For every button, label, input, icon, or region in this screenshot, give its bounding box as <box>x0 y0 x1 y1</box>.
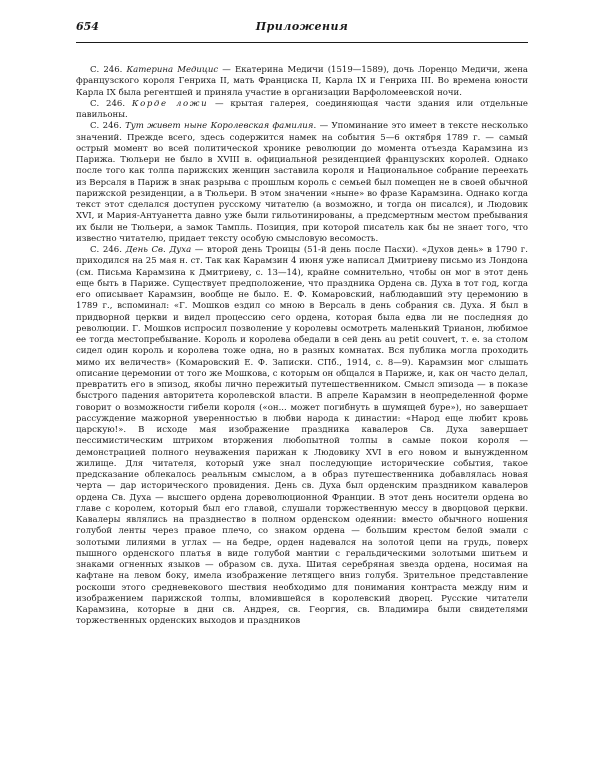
commentary-paragraph: С. 246. Тут живет ныне Королевская фамилия. — Упоминание это имеет в тексте несколько значений. Прежде всего, здесь содержится намек на события 5—6 октября 1789 г. — самый острый момент во всей политической хронике революции до момента отъезда Карамзина из Парижа. Тюльери не было в XVIII в. официальной резиденцией французских королей. Однако после того как толпа парижских женщин заставила короля и Национальное собрание переехать из Версаля в Париж в знак разрыва с прошлым король с семьей был помещен не в своей обычной парижской резиденции, а в Тюльери. В этом значении «ныне» во фразе Карамзина. Однако когда текст этот сделался доступен русскому читателю (а возможно, и тогда он писался), и Людовик XVI, и Мария-Антуанетта давно уже были гильотинированы, а предсмертным местом пребывания их были не Тюльери, а замок Тампль. Позиция, при которой писатель как бы не знает того, что известно читателю, придает тексту особую смысловую весомость. <box>76 121 528 244</box>
commentary-paragraph: С. 246. День Св. Духа — второй день Троицы (51-й день после Пасхи). «Духов день» в 1790 г. приходился на 25 мая н. ст. Так как Карамзин 4 июня уже написал Дмитриеву письмо из Лондона (см. Письма Карамзина к Дмитриеву, с. 13—14), крайне сомнительно, чтобы он мог в этот день еще быть в Париже. Существует предположение, что праздника Ордена св. Духа в тот год, когда его описывает Карамзин, вообще не было. Е. Ф. Комаровский, наблюдавший эту церемонию в 1789 г., вспоминал: «Г. Мошков ездил со мною в Версаль в день собрания св. Духа. Я был в придворной церкви и видел процессию сего ордена, которая была едва ли не последняя до революции. Г. Мошков испросил позволение у королевы осмотреть маленький Трианон, любимое ее тогда местопребывание. Король и королева обедали в сей день au petit couvert, т. е. за столом сидел один король и королева тоже одна, но в разных комнатах. Вся публика могла проходить мимо их величеств» (Комаровский Е. Ф. Записки. СПб., 1914, с. 8—9). Карамзин мог слышать описание церемонии от того же Мошкова, с которым он общался в Париже, и, как он часто делал, превратить его в эпизод, якобы лично пережитый путешественником. Смысл эпизода — в показе быстрого падения авторитета королевской власти. В апреле Карамзин в неопределенной форме говорит о возможности гибели короля («он... может погибнуть в шумящей буре»), но завершает рассуждение мажорной уверенностью в любви народа к династии: «Народ еще любит кровь царскую!». В исходе мая изображение праздника кавалеров Св. Духа завершает пессимистическим штрихом вторжения любопытной толпы в самые покои короля — демонстрацией полного неуважения парижан к Людовику XVI в его новом и вынужденном жилище. Для читателя, который уже знал последующие исторические события, такое предсказание облекалось реальным смыслом, а в образ путешественника добавлялась новая черта — дар исторического провидения. День св. Духа был орденским праздником кавалеров ордена Св. Духа — высшего ордена дореволюционной Франции. В этот день носители ордена во главе с королем, который был его главой, слушали торжественную мессу в дворцовой церкви. Кавалеры являлись на празднество в полном орденском одеянии: вместо обычного ношения голубой ленты через правое плечо, со знаком ордена — большим крестом белой эмали с золотыми лилиями в углах — на бедре, орден надевался на золотой цепи на грудь, поверх пышного орденского платья в виде голубой мантии с геральдическими золотыми шитьем и знаками огненных языков — образом св. духа. Шитая серебряная звезда ордена, носимая на кафтане на левом боку, имела изображение летящего вниз голубя. Зрительное представление роскоши этого средневекового шествия необходимо для понимания контраста между ним и изображением парижской толпы, вломившейся в королевский дворец. Русские читатели Карамзина, которые в дни св. Андрея, св. Георгия, св. Владимира были свидетелями торжественных орденских выходов и праздников <box>76 245 528 627</box>
section-title: Приложения <box>255 20 349 33</box>
page-header <box>76 20 528 40</box>
commentary-paragraph: С. 246. Катерина Медицис — Екатерина Медичи (1519—1589), дочь Лоренцо Медичи, жена французского короля Генриха II, мать Франциска II, Карла IX и Генриха III. Во времена юности Карла IX была регентшей и приняла участие в организации Варфоломеевской ночи. <box>76 65 528 98</box>
commentary-body <box>76 65 528 628</box>
page-number: 654 <box>76 20 99 33</box>
commentary-paragraph: С. 246. Корде ложи — крытая галерея, соединяющая части здания или отдельные павильоны. <box>76 98 528 120</box>
document-page <box>76 20 528 628</box>
header-rule <box>76 42 528 43</box>
